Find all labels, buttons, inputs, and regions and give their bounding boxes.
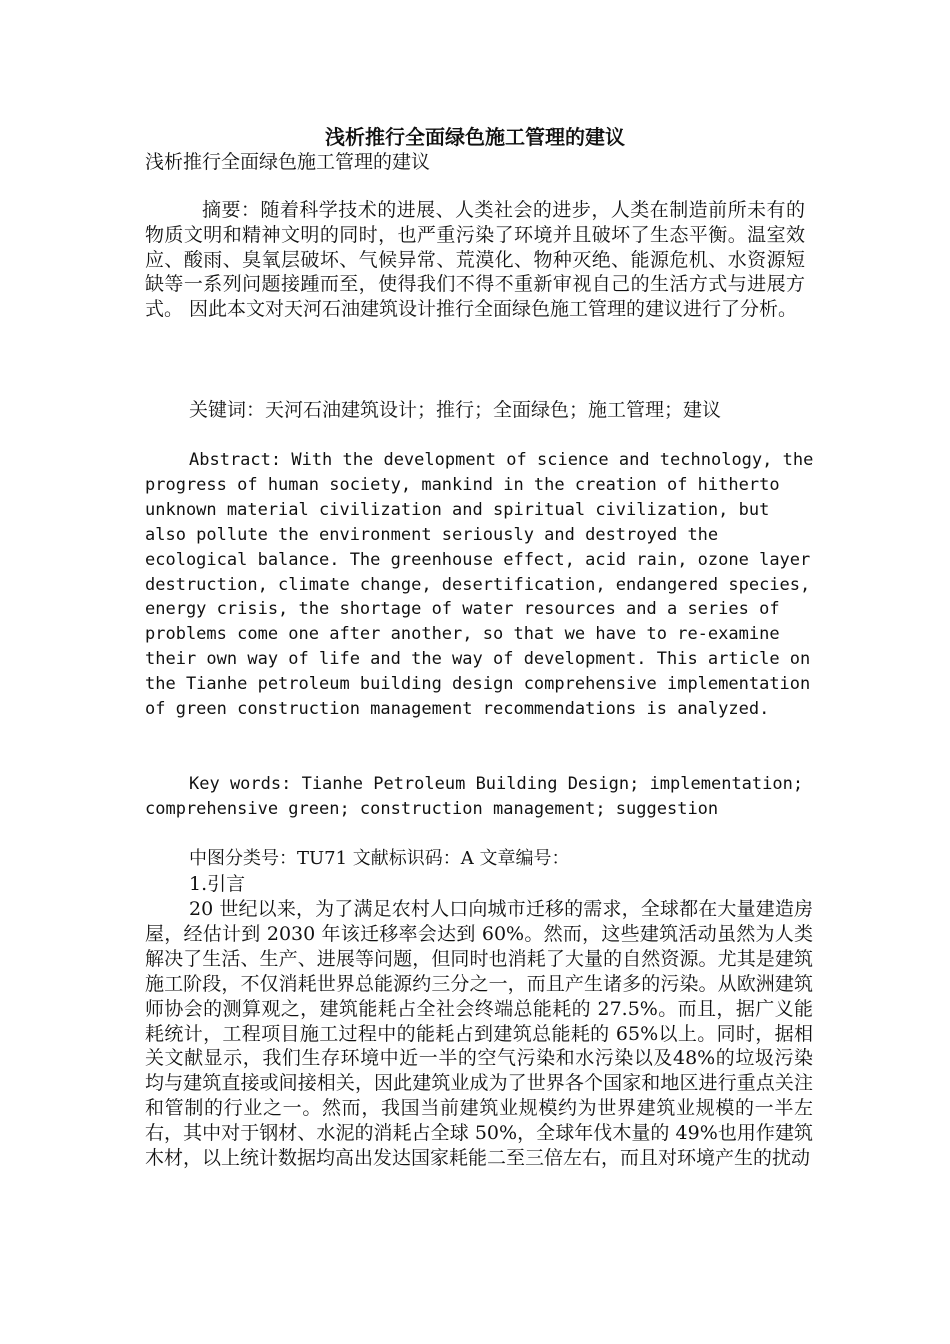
english-keywords: Key words: Tianhe Petroleum Building Design; implementation; comprehensive green; construction management; suggestion bbox=[145, 774, 804, 819]
introduction-paragraph: 20 世纪以来，为了满足农村人口向城市迁移的需求，全球都在大量建造房屋，经估计到 2030 年该迁移率会达到 60%。然而，这些建筑活动虽然为人类解决了生活、生产、进展等问题，但同时也消耗了大量的自然资源。尤其是建筑施工阶段，不仅消耗世界总能源约三分之一，而且产生诸多的污染。从欧洲建筑师协会的测算观之，建筑能耗占全社会终端总能耗的 27.5%。而且，据广义能耗统计，工程项目施工过程中的能耗占到建筑总能耗的 65%以上。同时，据相关文献显示，我们生存环境中近一半的空气污染和水污染以及48%的垃圾污染均与建筑直接或间接相关，因此建筑业成为了世界各个国家和地区进行重点关注和管制的行业之一。然而，我国当前建筑业规模约为世界建筑业规模的一半左右，其中对于钢材、水泥的消耗占全球 50%，全球年伐木量的 49%也用作建筑木材，以上统计数据均高出发达国家耗能二至三倍左右，而且对环境产生的扰动 bbox=[145, 898, 813, 1170]
classification-line: 中图分类号：TU71 文献标识码：A 文章编号： bbox=[189, 848, 570, 869]
document-title: 浅析推行全面绿色施工管理的建议 bbox=[325, 125, 625, 149]
english-abstract: Abstract: With the development of science and technology, the progress of human society, mankind in the creation of hitherto unknown material civilization and spiritual civilization, but also pollute the environment seriously and destroyed the ecological balance. The greenhouse effect, acid rain, ozone layer destruction, climate change, desertification, endangered species, energy crisis, the shortage of water resources and a series of problems come one after another, so that we have to re-examine their own way of life and the way of development. This article on the Tianhe petroleum building design comprehensive implementation of green construction management recommendations is analyzed. bbox=[145, 450, 814, 720]
chinese-keywords: 关键词：天河石油建筑设计；推行；全面绿色；施工管理；建议 bbox=[189, 399, 722, 421]
document-subtitle: 浅析推行全面绿色施工管理的建议 bbox=[145, 151, 431, 173]
section-heading-introduction: 1.引言 bbox=[189, 873, 246, 895]
chinese-abstract: 摘要：随着科学技术的进展、人类社会的进步，人类在制造前所未有的物质文明和精神文明的同时，也严重污染了环境并且破坏了生态平衡。温室效应、酸雨、臭氧层破坏、气候异常、荒漠化、物种灭绝、能源危机、水资源短缺等一系列问题接踵而至，使得我们不得不重新审视自己的生活方式与进展方式。 因此本文对天河石油建筑设计推行全面绿色施工管理的建议进行了分析。 bbox=[145, 199, 805, 321]
